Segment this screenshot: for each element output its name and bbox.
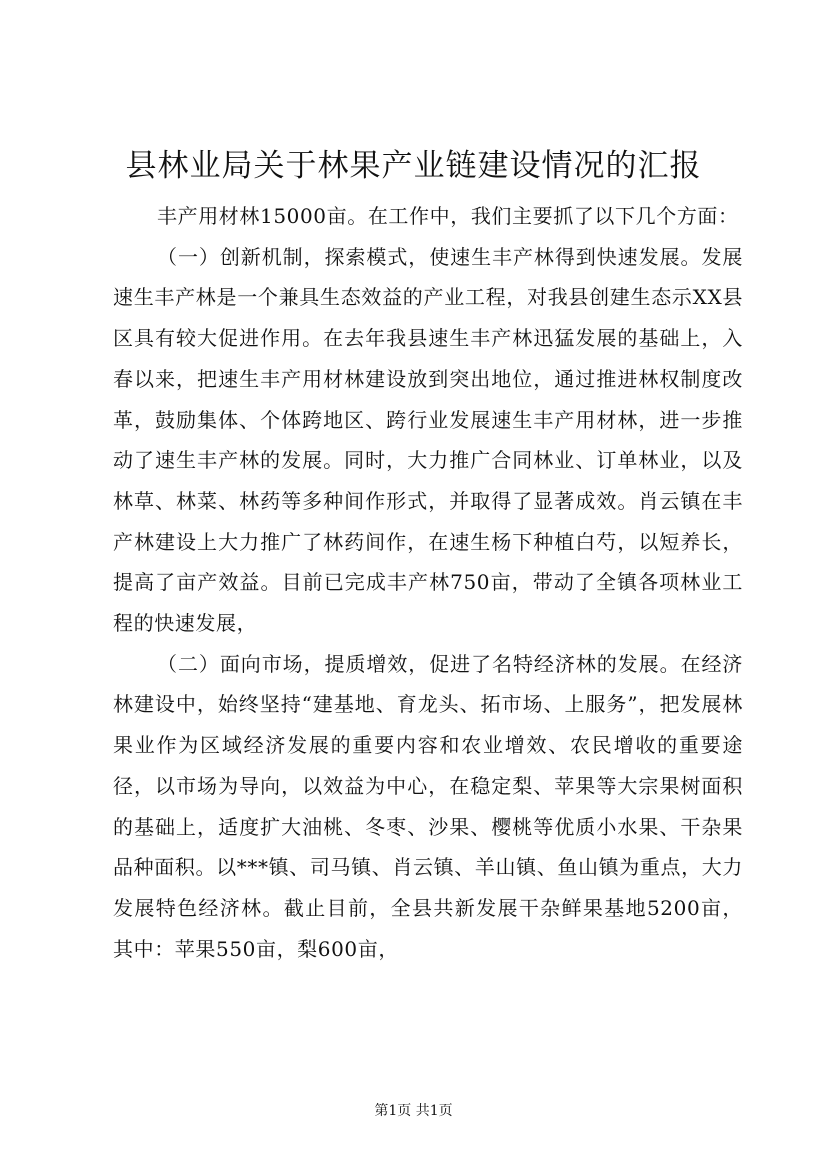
paragraph-section-1: （一）创新机制，探索模式，使速生丰产林得到快速发展。发展速生丰产林是一个兼具生态效益的产业工程，对我县创建生态示XX县区具有较大促进作用。在去年我县速生丰产林迅猛发展的基础上，入春以来，把速生丰产用材林建设放到突出地位，通过推进林权制度改革，鼓励集体、个体跨地区、跨行业发展速生丰产用材林，进一步推动了速生丰产林的发展。同时，大力推广合同林业、订单林业，以及林草、林菜、林药等多种间作形式，并取得了显著成效。肖云镇在丰产林建设上大力推广了林药间作，在速生杨下种植白芍，以短养长，提高了亩产效益。目前已完成丰产林750亩，带动了全镇各项林业工程的快速发展，: [113, 244, 743, 636]
document-body: [113, 196, 743, 969]
document-title: 县林业局关于林果产业链建设情况的汇报: [125, 148, 702, 184]
paragraph-section-2: （二）面向市场，提质增效，促进了名特经济林的发展。在经济林建设中，始终坚持“建基地、育龙头、拓市场、上服务”，把发展林果业作为区域经济发展的重要内容和农业增效、农民增收的重要途径，以市场为导向，以效益为中心，在稳定梨、苹果等大宗果树面积的基础上，适度扩大油桃、冬枣、沙果、樱桃等优质小水果、干杂果品种面积。以***镇、司马镇、肖云镇、羊山镇、鱼山镇为重点，大力发展特色经济林。截止目前，全县共新发展干杂鲜果基地5200亩，其中：苹果550亩，梨600亩，: [113, 651, 743, 961]
paragraph-intro: 丰产用材林15000亩。在工作中，我们主要抓了以下几个方面：: [157, 204, 739, 228]
page-footer: 第1页 共1页: [374, 1103, 453, 1119]
